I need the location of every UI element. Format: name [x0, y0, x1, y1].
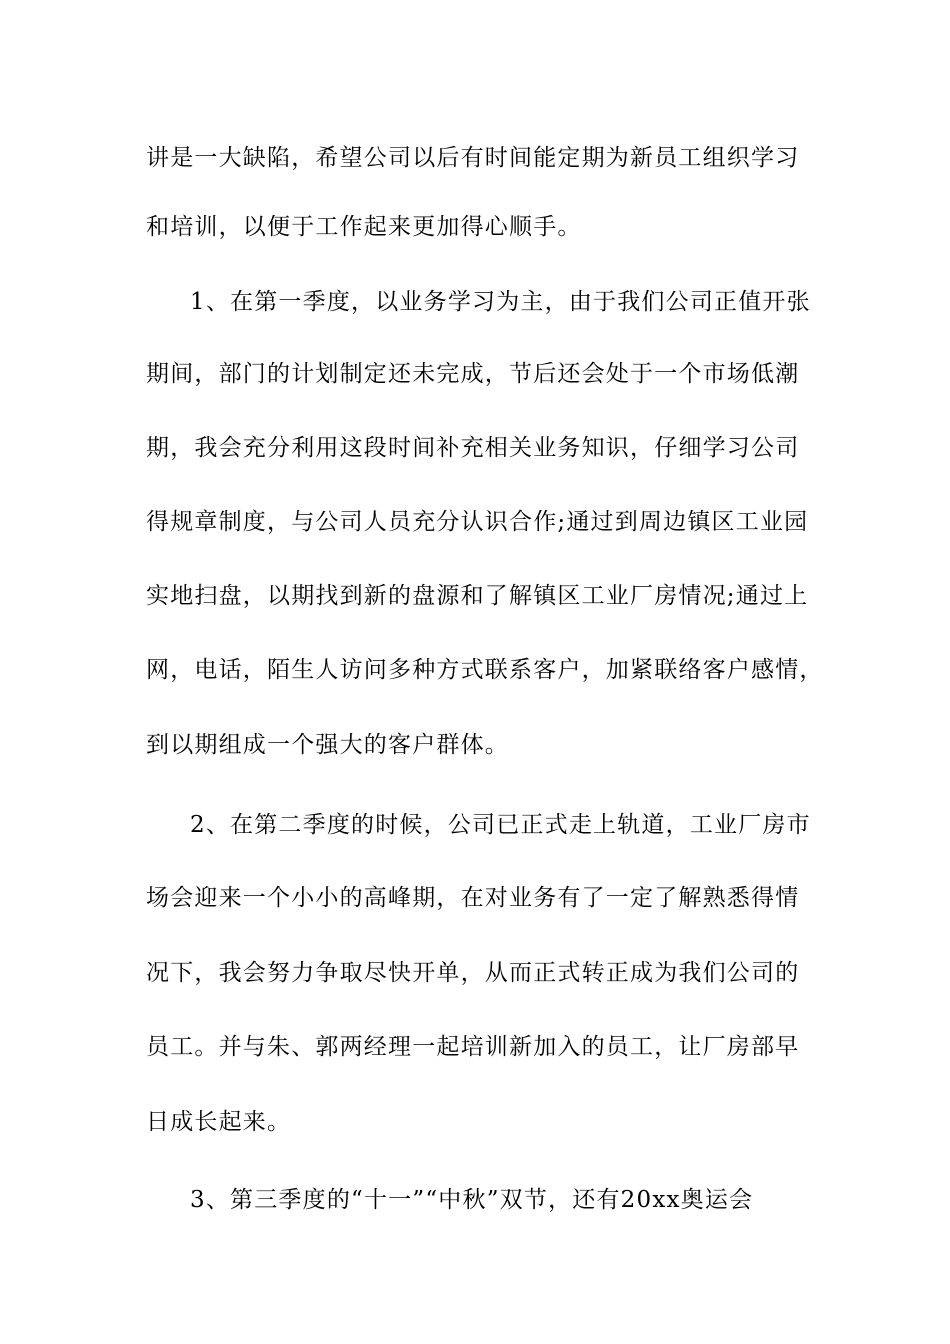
paragraph-1-start: 1、在第一季度，以业务学习为主，由于我们公司正值开张 [190, 289, 811, 315]
text-line: 期，我会充分利用这段时间补充相关业务知识，仔细学习公司 [146, 435, 800, 461]
text-line: 到以期组成一个强大的客户群体。 [146, 732, 509, 758]
text-line: 况下，我会努力争取尽快开单，从而正式转正成为我们公司的 [146, 960, 800, 986]
paragraph-2-start: 2、在第二季度的时候，公司已正式走上轨道，工业厂房市 [190, 812, 811, 838]
text-line: 和培训，以便于工作起来更加得心顺手。 [146, 214, 582, 240]
text-line: 场会迎来一个小小的高峰期，在对业务有了一定了解熟悉得情 [146, 885, 800, 911]
text-line: 讲是一大缺陷，希望公司以后有时间能定期为新员工组织学习 [146, 145, 800, 171]
text-line: 期间，部门的计划制定还未完成，节后还会处于一个市场低潮 [146, 361, 800, 387]
paragraph-3-start: 3、第三季度的“十一”“中秋”双节，还有20xx奥运会 [190, 1187, 754, 1213]
text-line: 员工。并与朱、郭两经理一起培训新加入的员工，让厂房部早 [146, 1034, 800, 1060]
text-line: 得规章制度，与公司人员充分认识合作;通过到周边镇区工业园 [146, 509, 809, 535]
text-line: 日成长起来。 [146, 1109, 292, 1135]
text-line: 网，电话，陌生人访问多种方式联系客户，加紧联络客户感情， [146, 657, 824, 683]
text-line: 实地扫盘，以期找到新的盘源和了解镇区工业厂房情况;通过上 [146, 583, 809, 609]
